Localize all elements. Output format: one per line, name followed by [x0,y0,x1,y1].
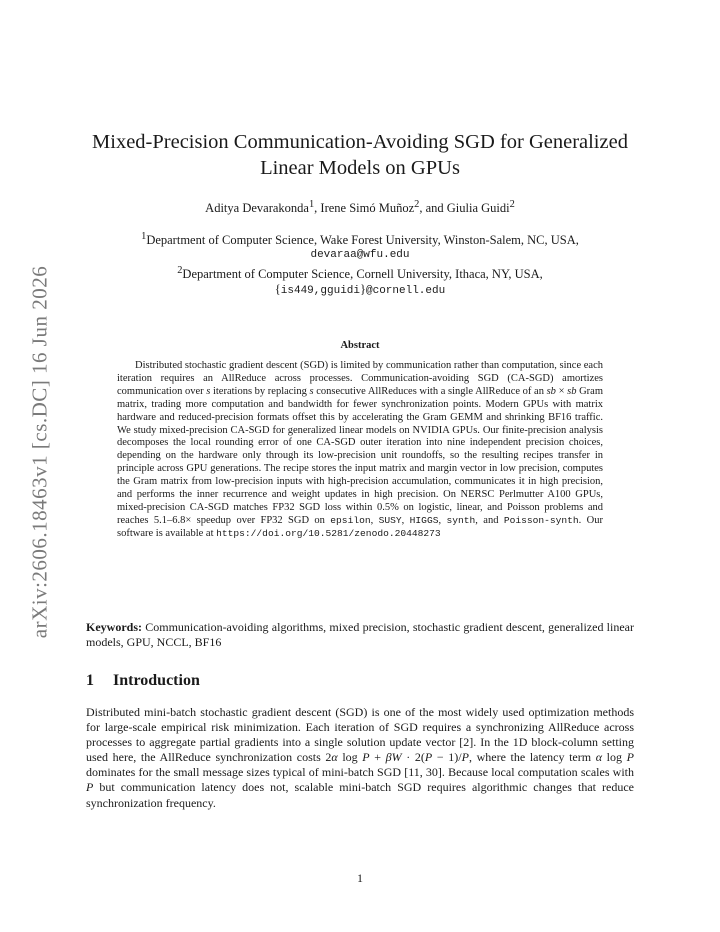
dataset-name: epsilon [330,514,371,526]
email-users: is449,gguidi [280,285,360,298]
math-sb: sb [567,385,577,397]
software-url-link[interactable]: https://doi.org/10.5281/zenodo.20448273 [216,527,441,539]
affiliation-1-mark: 1 [141,231,147,242]
affiliation-1-email[interactable]: devaraa@wfu.edu [310,249,410,262]
abstract-text: consecutive AllReduces with a single AllReduce of an [313,385,547,397]
section-number: 1 [86,672,94,689]
affiliation-2-text: Department of Computer Science, Cornell University, Ithaca, NY, USA, [182,267,543,282]
math: P [362,750,370,765]
author-1-affil-mark: 1 [308,199,315,210]
math-s: s [309,385,314,397]
affiliations [80,229,640,299]
author-separator: , and [419,201,447,216]
keywords-label: Keywords: [86,620,142,634]
affiliation-2 [80,263,640,282]
math: log [337,750,363,765]
keywords-block [86,620,634,650]
author-2-affil-mark: 2 [414,199,420,210]
math: P [424,750,433,765]
math: α [331,750,338,765]
affiliation-2-email[interactable] [80,282,640,299]
math: α [595,750,603,765]
title-line-2: Linear Models on GPUs [260,157,460,179]
email-brace-open: { [274,282,281,297]
section-title: Introduction [113,672,200,689]
abstract-text: , [401,514,410,526]
math: − 1)/ [432,750,462,765]
keywords-text: Communication-avoiding algorithms, mixed precision, stochastic gradient descent, generalized linear models, GPU, NCCL, BF16 [86,620,634,649]
math: 2 [325,750,332,765]
title-line-1: Mixed-Precision Communication-Avoiding SGD for Generalized [92,131,628,153]
abstract-heading: Abstract [340,340,380,351]
math-sb: sb [546,385,556,397]
dataset-name: SUSY [378,514,402,526]
abstract-text: iterations by replacing [210,385,310,397]
page-number: 1 [357,871,363,885]
math: W [391,750,402,765]
math: P [461,750,469,765]
math-s: s [206,385,211,397]
abstract-text: Distributed stochastic gradient descent (SGD) is limited by communication rather than computation, since each iteration requires an AllReduce across processes. Communication-avoiding SGD (CA-SGD) amortizes communication over [117,360,603,397]
author-1: Aditya Devarakonda [205,201,309,216]
abstract-body [117,360,603,541]
dataset-name: HIGGS [409,514,439,526]
abstract-text: , [370,514,379,526]
intro-text: Distributed mini-batch stochastic gradient descent (SGD) is one of the most widely used optimization methods for large-scale empirical risk minimization. Each iteration of SGD requires a synchronizing AllReduce across processes to aggregate partial gradients into a single solution update vector [2]. In the 1D block-column setting used here, the AllReduce synchronization costs [86,705,634,765]
math: P [86,780,94,795]
affiliation-1-text: Department of Computer Science, Wake Forest University, Winston-Salem, NC, USA, [146,233,579,248]
abstract-text: , [438,514,447,526]
section-heading-introduction [86,672,200,690]
math: + [369,750,386,765]
intro-text: , where the latency term [468,750,596,765]
author-3: Giulia Guidi [446,201,510,216]
arxiv-identifier-stamp: arXiv:2606.18463v1 [cs.DC] 16 Jun 2026 [27,265,52,639]
email-domain: @cornell.edu [366,285,446,298]
intro-text: dominates for the small message sizes typical of mini-batch SGD [11, 30]. Because local computation scales with [86,765,634,780]
paper-title [80,129,640,181]
math: log [602,750,627,765]
math-times: × [555,385,568,397]
abstract-text: Gram matrix, trading more computation and bandwidth for fewer synchronization points. Modern GPUs with matrix hardware and reduced-precision formats offset this by accelerating the Gram GEMM and shrinking BF16 traffic. We study mixed-precision CA-SGD for generalized linear models on NVIDIA GPUs. Our finite-precision analysis decomposes the local rounding error of one CA-SGD outer iteration into nine independent precision choices, depending on the hardware only through its low-precision unit roundoffs, so the resulting recipes transfer in principle across GPU generations. The recipe stores the input matrix and margin vector in low precision, computes the Gram matrix from low-precision inputs with high-precision accumulation, communicates it in high precision, and performs the inner recurrence and weight updates in high precision. On NERSC Perlmutter A100 GPUs, mixed-precision CA-SGD matches FP32 SGD loss within 0.5% on logistic, linear, and Poisson problems and reaches 5.1–6.8× speedup over FP32 SGD on [117,385,604,526]
abstract-text: , and [475,514,504,526]
math: · 2( [401,750,425,765]
author-2: Irene Simó Muñoz [320,201,415,216]
email-brace-close: } [360,282,366,297]
dataset-name: Poisson-synth [503,514,579,526]
math: β [385,750,392,765]
author-list [80,199,640,216]
author-separator: , [314,201,321,216]
math: P [626,750,634,765]
dataset-name: synth [446,514,476,526]
introduction-paragraph [86,705,634,811]
intro-text: but communication latency does not, scalable mini-batch SGD requires algorithmic changes that reduce synchronization frequency. [86,780,634,810]
affiliation-2-mark: 2 [177,265,183,277]
author-3-affil-mark: 2 [509,199,515,210]
affiliation-1 [80,229,640,248]
abstract-text: . Our software is available at [117,514,604,539]
